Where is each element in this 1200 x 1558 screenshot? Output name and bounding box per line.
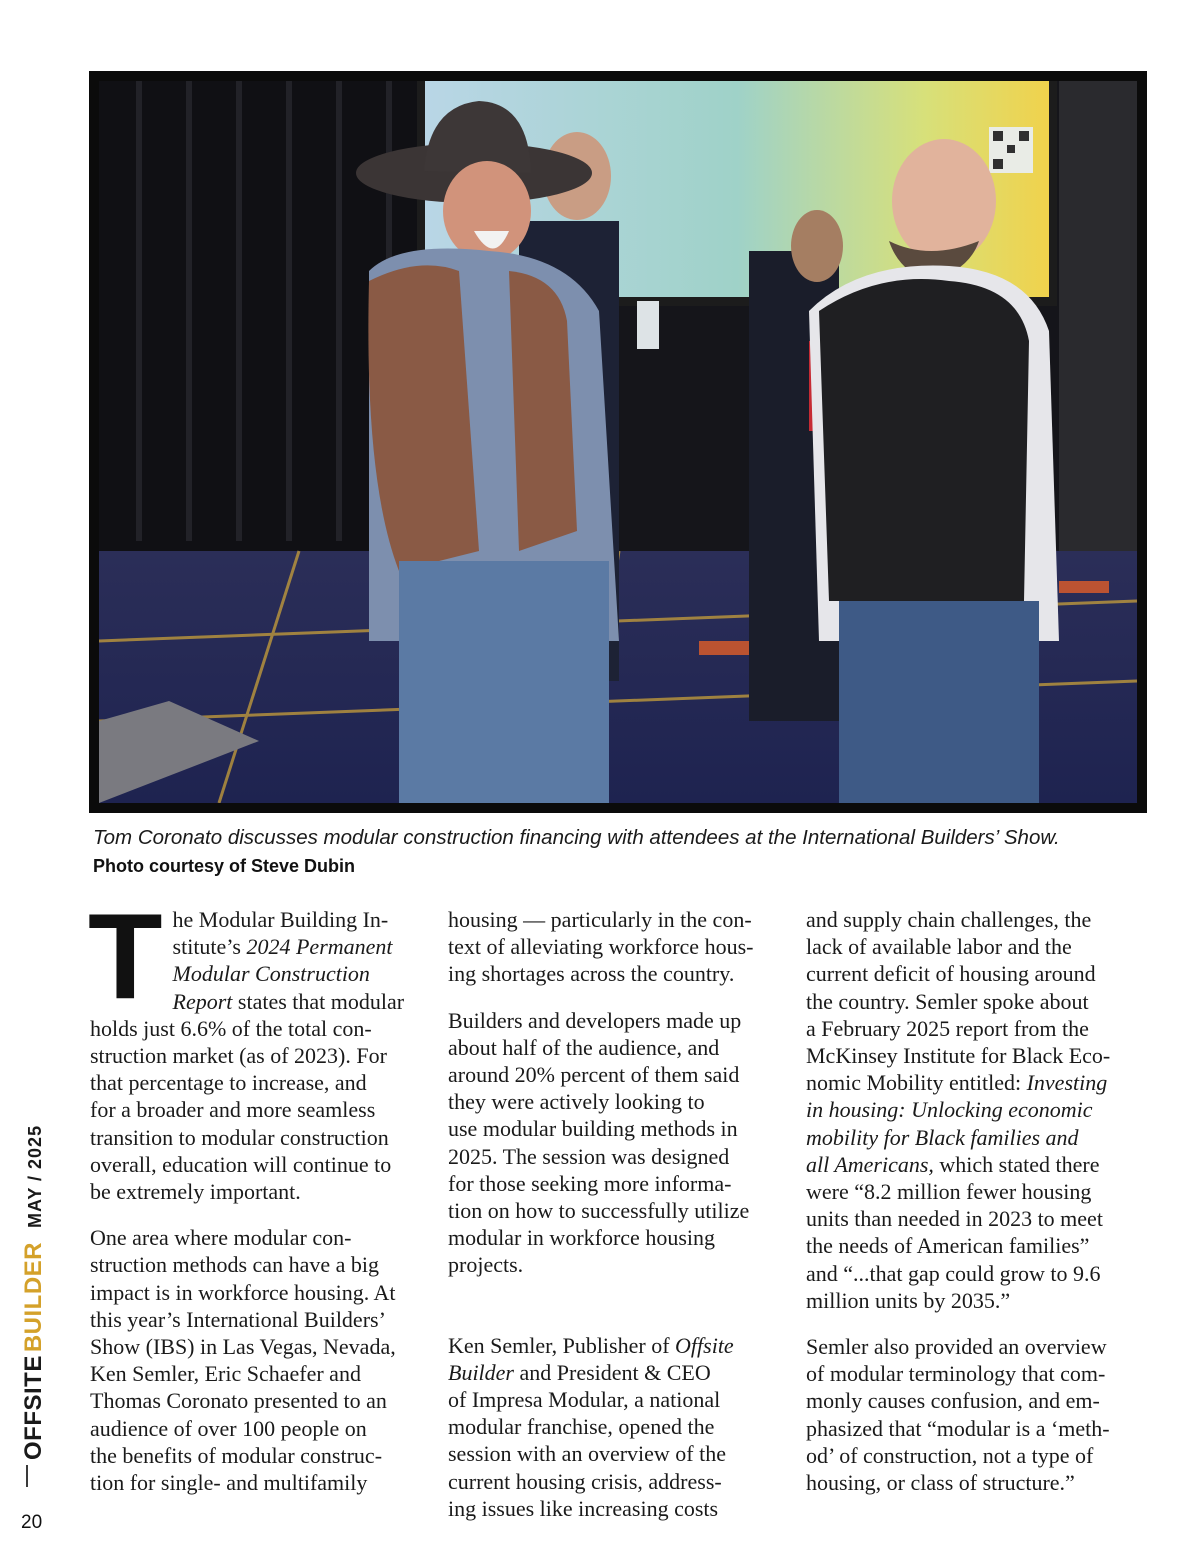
- text-line: for a broader and more seamless: [90, 1097, 376, 1123]
- photo-illustration: [99, 81, 1137, 803]
- text-line: od’ of construction, not a type of: [806, 1442, 1094, 1468]
- text-line: that percentage to increase, and: [90, 1070, 367, 1096]
- brand-word-offsite: OFFSITE: [20, 1355, 47, 1460]
- text-line: housing — particularly in the con-: [448, 907, 752, 932]
- text-line: transition to modular construction: [90, 1124, 389, 1150]
- text-line: current deficit of housing around: [806, 961, 1096, 987]
- text-line: they were actively looking to: [448, 1089, 705, 1115]
- brand-word-builder: BUILDER: [20, 1241, 47, 1353]
- text-line: about half of the audience, and: [448, 1034, 720, 1060]
- text-line: lack of available labor and the: [806, 934, 1072, 960]
- text-line: ing shortages across the country.: [448, 961, 735, 987]
- article-column-1: [88, 888, 435, 1515]
- paragraph: [88, 888, 435, 1205]
- paragraph: [806, 1333, 1151, 1496]
- text-line: impact is in workforce housing. At: [90, 1279, 396, 1305]
- text-line: the country. Semler spoke about: [806, 988, 1089, 1014]
- text-line: phasized that “modular is a ‘meth-: [806, 1415, 1110, 1441]
- photo-frame: [89, 71, 1147, 813]
- magazine-brand: [20, 1125, 48, 1460]
- text-line: he Modular Building In-: [172, 907, 389, 932]
- text-line: a February 2025 report from the: [806, 1015, 1089, 1041]
- text-line: holds just 6.6% of the total con-: [90, 1015, 372, 1041]
- text-line: current housing crisis, address-: [448, 1468, 722, 1494]
- photo-caption: Tom Coronato discusses modular construction financing with attendees at the International Builders’ Show.: [93, 826, 1060, 849]
- text-line: tion for single- and multifamily: [90, 1470, 368, 1496]
- text-line: this year’s International Builders’: [90, 1306, 386, 1332]
- text-line: text of alleviating workforce hous-: [448, 934, 754, 960]
- photo-credit: Photo courtesy of Steve Dubin: [93, 856, 356, 876]
- text-line: Show (IBS) in Las Vegas, Nevada,: [90, 1334, 396, 1360]
- text-line: in housing: Unlocking economic: [806, 1097, 1093, 1123]
- text-line: nomic Mobility entitled: Investing: [806, 1070, 1108, 1096]
- paragraph: [448, 1332, 793, 1522]
- text-line: housing, or class of structure.”: [806, 1470, 1075, 1496]
- text-line: modular in workforce housing: [448, 1225, 715, 1251]
- text-line: struction methods can have a big: [90, 1252, 379, 1278]
- paragraph: [448, 906, 793, 988]
- text-line: and “...that gap could grow to 9.6: [806, 1260, 1101, 1286]
- text-line: Semler also provided an overview: [806, 1334, 1107, 1360]
- paragraph: [448, 1007, 793, 1279]
- text-line: be extremely important.: [90, 1179, 301, 1205]
- text-line: Modular Construction: [172, 961, 370, 987]
- paragraph: [806, 906, 1151, 1314]
- text-line: modular franchise, opened the: [448, 1414, 715, 1440]
- text-line: of Impresa Modular, a national: [448, 1387, 721, 1413]
- text-line: Report states that modular: [172, 988, 405, 1014]
- text-line: the benefits of modular construc-: [90, 1442, 383, 1468]
- text-line: ing issues like increasing costs: [448, 1495, 719, 1521]
- drop-cap: T: [88, 888, 163, 1024]
- article-column-2: [448, 906, 793, 1541]
- text-line: of modular terminology that com-: [806, 1361, 1106, 1387]
- page-number: 20: [21, 1512, 43, 1533]
- text-line: struction market (as of 2023). For: [90, 1043, 387, 1069]
- text-line: stitute’s 2024 Permanent: [172, 934, 393, 960]
- text-line: all Americans, which stated there: [806, 1151, 1100, 1177]
- text-line: projects.: [448, 1252, 524, 1278]
- text-line: tion on how to successfully utilize: [448, 1198, 750, 1224]
- text-line: audience of over 100 people on: [90, 1415, 367, 1441]
- text-line: Ken Semler, Publisher of Offsite: [448, 1332, 734, 1358]
- text-line: and supply chain challenges, the: [806, 907, 1092, 932]
- text-line: monly causes confusion, and em-: [806, 1388, 1100, 1414]
- article-column-3: [806, 906, 1151, 1515]
- text-line: use modular building methods in: [448, 1116, 738, 1142]
- text-line: overall, education will continue to: [90, 1151, 392, 1177]
- text-line: were “8.2 million fewer housing: [806, 1179, 1092, 1205]
- text-line: around 20% percent of them said: [448, 1062, 740, 1088]
- text-line: mobility for Black families and: [806, 1124, 1079, 1150]
- event-photo: [99, 81, 1137, 803]
- brand-divider: [26, 1465, 28, 1487]
- text-line: for those seeking more informa-: [448, 1170, 732, 1196]
- issue-date: MAY / 2025: [25, 1124, 45, 1228]
- text-line: Ken Semler, Eric Schaefer and: [90, 1361, 361, 1387]
- text-line: 2025. The session was designed: [448, 1143, 730, 1169]
- text-line: Builder and President & CEO: [448, 1359, 711, 1385]
- text-line: units than needed in 2023 to meet: [806, 1206, 1103, 1232]
- text-line: Builders and developers made up: [448, 1007, 742, 1033]
- text-line: McKinsey Institute for Black Eco-: [806, 1043, 1111, 1069]
- paragraph: [90, 1224, 435, 1496]
- text-line: session with an overview of the: [448, 1441, 726, 1467]
- text-line: the needs of American families”: [806, 1233, 1090, 1259]
- text-line: Thomas Coronato presented to an: [90, 1388, 387, 1414]
- text-line: million units by 2035.”: [806, 1287, 1011, 1313]
- text-line: One area where modular con-: [90, 1225, 352, 1251]
